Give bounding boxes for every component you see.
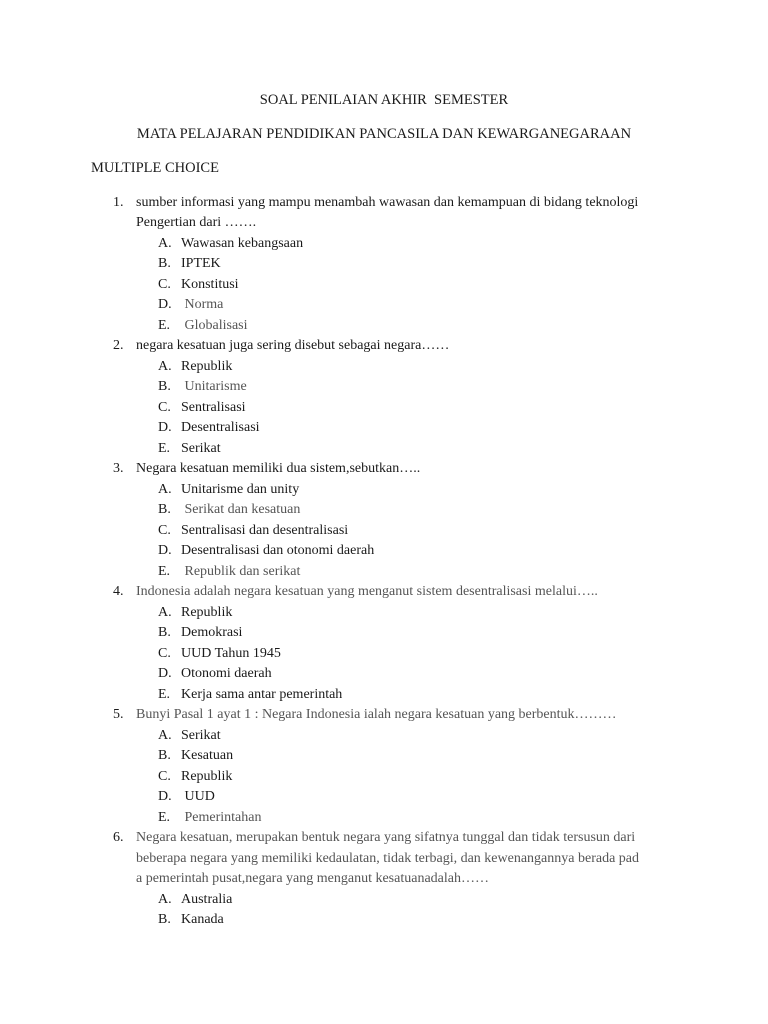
question-text-line: Indonesia adalah negara kesatuan yang menganut sistem desentralisasi melalui….. [136, 584, 598, 599]
question-text-line: beberapa negara yang memiliki kedaulatan, tidak terbagi, dan kewenangannya berada pad [136, 851, 639, 866]
option-text: Pemerintahan [181, 810, 262, 825]
option-text: Kerja sama antar pemerintah [181, 687, 343, 702]
option-letter: C. [158, 400, 171, 415]
question-text-line: Pengertian dari ……. [136, 215, 257, 230]
option-letter: B. [158, 625, 171, 640]
document-title: SOAL PENILAIAN AKHIR SEMESTER [259, 92, 509, 108]
option-text: Globalisasi [181, 318, 248, 333]
option-text: Kanada [181, 912, 224, 927]
option-letter: B. [158, 502, 171, 517]
option-text: Republik dan serikat [181, 564, 301, 579]
question-text-line: Negara kesatuan memiliki dua sistem,sebutkan….. [136, 461, 421, 476]
option-letter: C. [158, 646, 171, 661]
question-number: 4. [113, 584, 124, 599]
option-letter: A. [158, 728, 172, 743]
option-letter: B. [158, 748, 171, 763]
option-text: Desentralisasi [181, 420, 260, 435]
option-text: Republik [181, 359, 233, 374]
option-letter: E. [158, 441, 171, 456]
question-number: 5. [113, 707, 124, 722]
question-number: 2. [113, 338, 124, 353]
option-text: Republik [181, 769, 233, 784]
option-letter: A. [158, 359, 172, 374]
option-text: Konstitusi [181, 277, 239, 292]
option-text: IPTEK [181, 256, 221, 271]
question-number: 3. [113, 461, 124, 476]
question-text-line: a pemerintah pusat,negara yang menganut kesatuanadalah…… [136, 871, 489, 886]
option-letter: A. [158, 236, 172, 251]
option-text: Serikat [181, 441, 221, 456]
option-text: Kesatuan [181, 748, 234, 763]
option-text: Serikat [181, 728, 221, 743]
option-text: UUD [181, 789, 215, 804]
option-text: Sentralisasi [181, 400, 246, 415]
option-letter: C. [158, 523, 171, 538]
section-heading: MULTIPLE CHOICE [91, 160, 219, 176]
option-text: Sentralisasi dan desentralisasi [181, 523, 349, 538]
option-letter: B. [158, 256, 171, 271]
option-letter: A. [158, 892, 172, 907]
option-text: Otonomi daerah [181, 666, 272, 681]
option-letter: A. [158, 605, 172, 620]
option-text: UUD Tahun 1945 [181, 646, 281, 661]
option-letter: D. [158, 666, 172, 681]
option-letter: D. [158, 543, 172, 558]
option-text: Republik [181, 605, 233, 620]
option-letter: C. [158, 277, 171, 292]
option-letter: E. [158, 318, 171, 333]
question-number: 6. [113, 830, 124, 845]
question-text-line: Bunyi Pasal 1 ayat 1 : Negara Indonesia ialah negara kesatuan yang berbentuk……… [136, 707, 617, 722]
option-text: Unitarisme dan unity [181, 482, 300, 497]
option-letter: A. [158, 482, 172, 497]
question-text-line: negara kesatuan juga sering disebut sebagai negara…… [136, 338, 450, 353]
option-letter: C. [158, 769, 171, 784]
option-letter: E. [158, 564, 171, 579]
option-letter: D. [158, 789, 172, 804]
option-text: Australia [181, 892, 233, 907]
document-subject: MATA PELAJARAN PENDIDIKAN PANCASILA DAN KEWARGANEGARAAN [136, 126, 632, 142]
option-text: Unitarisme [181, 379, 247, 394]
option-letter: E. [158, 687, 171, 702]
option-text: Wawasan kebangsaan [181, 236, 304, 251]
option-letter: B. [158, 912, 171, 927]
option-letter: E. [158, 810, 171, 825]
option-text: Serikat dan kesatuan [181, 502, 301, 517]
option-letter: B. [158, 379, 171, 394]
question-number: 1. [113, 195, 124, 210]
question-text-line: Negara kesatuan, merupakan bentuk negara yang sifatnya tunggal dan tidak tersusun dari [136, 830, 636, 845]
question-text-line: sumber informasi yang mampu menambah wawasan dan kemampuan di bidang teknologi [136, 195, 639, 210]
option-letter: D. [158, 297, 172, 312]
option-text: Desentralisasi dan otonomi daerah [181, 543, 375, 558]
option-letter: D. [158, 420, 172, 435]
option-text: Norma [181, 297, 224, 312]
option-text: Demokrasi [181, 625, 243, 640]
